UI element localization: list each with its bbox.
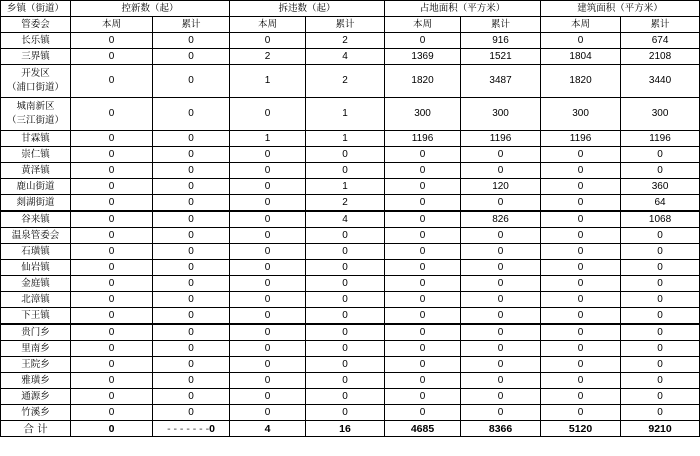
group-header-demolition: 拆违数（起） bbox=[230, 1, 385, 17]
row-label: 崇仁镇 bbox=[1, 147, 71, 163]
cell: 1196 bbox=[541, 131, 621, 147]
corner-header-bottom: 管委会 bbox=[1, 17, 71, 33]
cell: 0 bbox=[541, 33, 621, 49]
table-row bbox=[1, 163, 700, 179]
cell: 0 bbox=[71, 308, 153, 325]
dotted-leader: - - - - - - - bbox=[167, 422, 210, 435]
cell: 0 bbox=[230, 373, 306, 389]
cell: 0 bbox=[153, 373, 230, 389]
row-label: 谷来镇 bbox=[1, 211, 71, 228]
cell: 0 bbox=[541, 357, 621, 373]
cell: 0 bbox=[71, 65, 153, 98]
cell: 0 bbox=[541, 292, 621, 308]
table-row bbox=[1, 65, 700, 98]
cell: 1196 bbox=[621, 131, 700, 147]
cell: 0 bbox=[71, 357, 153, 373]
cell: 0 bbox=[306, 163, 385, 179]
table-row bbox=[1, 389, 700, 405]
cell: 0 bbox=[385, 389, 461, 405]
cell: 0 bbox=[230, 147, 306, 163]
cell: 0 bbox=[71, 98, 153, 131]
cell: 0 bbox=[306, 373, 385, 389]
cell: 0 bbox=[385, 308, 461, 325]
cell: 0 bbox=[621, 292, 700, 308]
cell: 0 bbox=[153, 65, 230, 98]
cell: 0 bbox=[71, 341, 153, 357]
sub-header: 累计 bbox=[153, 17, 230, 33]
row-label-line2: （浦口街道） bbox=[6, 82, 64, 93]
header-row-groups bbox=[1, 1, 700, 17]
cell: 2 bbox=[306, 65, 385, 98]
table-row bbox=[1, 33, 700, 49]
row-label: 石璜镇 bbox=[1, 244, 71, 260]
cell: 0 bbox=[153, 292, 230, 308]
table-row bbox=[1, 373, 700, 389]
cell: 0 bbox=[153, 211, 230, 228]
cell: 0 bbox=[461, 195, 541, 212]
cell: 1820 bbox=[385, 65, 461, 98]
cell: 0 bbox=[71, 260, 153, 276]
cell: 3440 bbox=[621, 65, 700, 98]
cell: 300 bbox=[461, 98, 541, 131]
total-cell: 0 bbox=[71, 421, 153, 437]
cell: 1 bbox=[306, 131, 385, 147]
cell: 0 bbox=[621, 373, 700, 389]
cell: 0 bbox=[461, 147, 541, 163]
cell: 0 bbox=[71, 131, 153, 147]
cell: 0 bbox=[230, 179, 306, 195]
table-row bbox=[1, 405, 700, 421]
cell: 0 bbox=[461, 341, 541, 357]
cell: 1 bbox=[230, 65, 306, 98]
cell: 0 bbox=[306, 147, 385, 163]
cell: 0 bbox=[71, 276, 153, 292]
cell: 0 bbox=[621, 308, 700, 325]
header-row-sub bbox=[1, 17, 700, 33]
cell: 0 bbox=[153, 276, 230, 292]
cell: 0 bbox=[71, 228, 153, 244]
cell: 0 bbox=[541, 373, 621, 389]
cell: 0 bbox=[153, 308, 230, 325]
cell: 2108 bbox=[621, 49, 700, 65]
total-cell bbox=[153, 421, 230, 437]
cell: 0 bbox=[385, 292, 461, 308]
cell: 0 bbox=[541, 260, 621, 276]
cell: 916 bbox=[461, 33, 541, 49]
cell: 0 bbox=[71, 405, 153, 421]
cell: 0 bbox=[621, 147, 700, 163]
table-row bbox=[1, 308, 700, 325]
cell: 0 bbox=[461, 228, 541, 244]
row-label: 竹溪乡 bbox=[1, 405, 71, 421]
total-row bbox=[1, 421, 700, 437]
cell: 0 bbox=[461, 163, 541, 179]
cell: 0 bbox=[306, 405, 385, 421]
row-label: 下王镇 bbox=[1, 308, 71, 325]
cell: 0 bbox=[541, 147, 621, 163]
total-cell: 4 bbox=[230, 421, 306, 437]
cell: 4 bbox=[306, 211, 385, 228]
cell: 0 bbox=[306, 341, 385, 357]
sub-header: 本周 bbox=[230, 17, 306, 33]
table-row bbox=[1, 292, 700, 308]
row-label: 仙岩镇 bbox=[1, 260, 71, 276]
cell: 2 bbox=[306, 195, 385, 212]
cell: 0 bbox=[541, 324, 621, 341]
table-row bbox=[1, 276, 700, 292]
cell: 64 bbox=[621, 195, 700, 212]
cell: 0 bbox=[230, 33, 306, 49]
cell: 0 bbox=[153, 389, 230, 405]
total-cell: 8366 bbox=[461, 421, 541, 437]
cell: 0 bbox=[621, 324, 700, 341]
group-header-control: 控新数（起） bbox=[71, 1, 230, 17]
cell: 0 bbox=[541, 163, 621, 179]
cell: 1196 bbox=[385, 131, 461, 147]
cell: 0 bbox=[461, 308, 541, 325]
cell: 0 bbox=[461, 260, 541, 276]
row-label: 三界镇 bbox=[1, 49, 71, 65]
cell: 0 bbox=[153, 244, 230, 260]
table-row bbox=[1, 244, 700, 260]
cell: 300 bbox=[621, 98, 700, 131]
row-label: 金庭镇 bbox=[1, 276, 71, 292]
cell: 0 bbox=[541, 179, 621, 195]
cell: 0 bbox=[230, 389, 306, 405]
cell: 0 bbox=[306, 244, 385, 260]
cell: 0 bbox=[385, 195, 461, 212]
cell: 0 bbox=[230, 244, 306, 260]
cell: 0 bbox=[71, 179, 153, 195]
cell: 0 bbox=[153, 228, 230, 244]
row-label: 雅璜乡 bbox=[1, 373, 71, 389]
table-row bbox=[1, 98, 700, 131]
cell: 0 bbox=[461, 357, 541, 373]
row-label: 温泉管委会 bbox=[1, 228, 71, 244]
cell: 0 bbox=[153, 341, 230, 357]
cell: 0 bbox=[71, 33, 153, 49]
cell: 120 bbox=[461, 179, 541, 195]
cell: 2 bbox=[230, 49, 306, 65]
cell: 300 bbox=[385, 98, 461, 131]
cell: 0 bbox=[541, 211, 621, 228]
table-row bbox=[1, 195, 700, 212]
cell: 0 bbox=[230, 276, 306, 292]
table-row bbox=[1, 211, 700, 228]
cell: 0 bbox=[541, 389, 621, 405]
cell: 0 bbox=[71, 244, 153, 260]
cell: 0 bbox=[71, 324, 153, 341]
cell: 0 bbox=[385, 373, 461, 389]
table-row bbox=[1, 131, 700, 147]
table-row bbox=[1, 260, 700, 276]
row-label bbox=[1, 98, 71, 131]
row-label: 王院乡 bbox=[1, 357, 71, 373]
cell: 0 bbox=[230, 357, 306, 373]
row-label bbox=[1, 65, 71, 98]
cell: 0 bbox=[153, 357, 230, 373]
cell: 0 bbox=[306, 389, 385, 405]
total-cell: 4685 bbox=[385, 421, 461, 437]
row-label: 剡湖街道 bbox=[1, 195, 71, 212]
cell: 0 bbox=[621, 228, 700, 244]
cell: 0 bbox=[621, 260, 700, 276]
sub-header: 本周 bbox=[385, 17, 461, 33]
cell: 0 bbox=[153, 324, 230, 341]
cell: 0 bbox=[153, 405, 230, 421]
sub-header: 本周 bbox=[71, 17, 153, 33]
cell: 0 bbox=[621, 405, 700, 421]
cell: 0 bbox=[385, 276, 461, 292]
total-cell: 16 bbox=[306, 421, 385, 437]
cell: 0 bbox=[541, 308, 621, 325]
cell: 0 bbox=[385, 33, 461, 49]
cell: 0 bbox=[541, 244, 621, 260]
cell: 0 bbox=[621, 341, 700, 357]
row-label: 北漳镇 bbox=[1, 292, 71, 308]
row-label: 鹿山街道 bbox=[1, 179, 71, 195]
cell: 0 bbox=[153, 147, 230, 163]
table-body bbox=[1, 1, 700, 437]
table-row bbox=[1, 179, 700, 195]
cell: 0 bbox=[153, 131, 230, 147]
cell: 0 bbox=[306, 308, 385, 325]
table-row bbox=[1, 357, 700, 373]
cell: 0 bbox=[71, 195, 153, 212]
cell: 0 bbox=[541, 341, 621, 357]
cell: 0 bbox=[153, 33, 230, 49]
cell: 0 bbox=[153, 98, 230, 131]
cell: 0 bbox=[230, 195, 306, 212]
cell: 0 bbox=[621, 389, 700, 405]
cell: 0 bbox=[385, 405, 461, 421]
cell: 0 bbox=[230, 405, 306, 421]
cell: 0 bbox=[385, 147, 461, 163]
cell: 0 bbox=[71, 211, 153, 228]
cell: 0 bbox=[230, 228, 306, 244]
cell: 0 bbox=[306, 260, 385, 276]
sub-header: 本周 bbox=[541, 17, 621, 33]
cell: 0 bbox=[541, 405, 621, 421]
cell: 0 bbox=[230, 163, 306, 179]
cell: 0 bbox=[461, 244, 541, 260]
table-row bbox=[1, 341, 700, 357]
cell: 0 bbox=[230, 341, 306, 357]
table-row bbox=[1, 324, 700, 341]
cell: 0 bbox=[385, 163, 461, 179]
cell: 0 bbox=[153, 179, 230, 195]
cell: 3487 bbox=[461, 65, 541, 98]
row-label-line1: 开发区 bbox=[21, 68, 50, 79]
cell: 4 bbox=[306, 49, 385, 65]
cell: 1196 bbox=[461, 131, 541, 147]
cell: 0 bbox=[385, 324, 461, 341]
cell: 0 bbox=[71, 163, 153, 179]
cell: 300 bbox=[541, 98, 621, 131]
cell: 0 bbox=[461, 276, 541, 292]
cell: 1 bbox=[306, 98, 385, 131]
cell: 0 bbox=[71, 292, 153, 308]
cell: 0 bbox=[230, 211, 306, 228]
cell: 826 bbox=[461, 211, 541, 228]
cell: 0 bbox=[230, 292, 306, 308]
total-label: 合 计 bbox=[1, 421, 71, 437]
cell: 1 bbox=[230, 131, 306, 147]
cell: 0 bbox=[461, 373, 541, 389]
cell: 674 bbox=[621, 33, 700, 49]
cell: 1068 bbox=[621, 211, 700, 228]
cell: 0 bbox=[306, 228, 385, 244]
cell: 0 bbox=[385, 179, 461, 195]
cell: 0 bbox=[385, 211, 461, 228]
table-row bbox=[1, 147, 700, 163]
cell: 0 bbox=[71, 389, 153, 405]
cell: 0 bbox=[385, 260, 461, 276]
row-label: 通源乡 bbox=[1, 389, 71, 405]
group-header-land-area: 占地面积（平方米） bbox=[385, 1, 541, 17]
corner-header-top: 乡镇（街道） bbox=[1, 1, 71, 17]
cell: 0 bbox=[230, 324, 306, 341]
cell: 0 bbox=[621, 244, 700, 260]
cell: 0 bbox=[461, 389, 541, 405]
cell: 0 bbox=[621, 357, 700, 373]
row-label-line1: 城南新区 bbox=[16, 101, 55, 112]
sub-header: 累计 bbox=[306, 17, 385, 33]
cell: 0 bbox=[385, 228, 461, 244]
cell: 0 bbox=[461, 324, 541, 341]
cell: 0 bbox=[306, 357, 385, 373]
cell: 0 bbox=[71, 373, 153, 389]
table-row bbox=[1, 49, 700, 65]
row-label: 甘霖镇 bbox=[1, 131, 71, 147]
cell: 0 bbox=[230, 308, 306, 325]
cell: 0 bbox=[385, 357, 461, 373]
cell: 0 bbox=[153, 195, 230, 212]
table-row bbox=[1, 228, 700, 244]
cell: 1820 bbox=[541, 65, 621, 98]
cell: 0 bbox=[71, 49, 153, 65]
cell: 0 bbox=[153, 163, 230, 179]
cell: 360 bbox=[621, 179, 700, 195]
total-cell: 9210 bbox=[621, 421, 700, 437]
cell: 0 bbox=[306, 276, 385, 292]
cell: 0 bbox=[541, 228, 621, 244]
row-label: 长乐镇 bbox=[1, 33, 71, 49]
cell: 0 bbox=[541, 195, 621, 212]
cell: 0 bbox=[230, 98, 306, 131]
cell: 0 bbox=[385, 244, 461, 260]
cell: 0 bbox=[71, 147, 153, 163]
cell: 1804 bbox=[541, 49, 621, 65]
cell: 0 bbox=[621, 163, 700, 179]
cell: 0 bbox=[306, 292, 385, 308]
cell: 1369 bbox=[385, 49, 461, 65]
cell: 0 bbox=[306, 324, 385, 341]
group-header-building-area: 建筑面积（平方米） bbox=[541, 1, 700, 17]
cell: 0 bbox=[461, 405, 541, 421]
sub-header: 累计 bbox=[461, 17, 541, 33]
cell: 0 bbox=[153, 49, 230, 65]
cell: 0 bbox=[153, 260, 230, 276]
cell: 2 bbox=[306, 33, 385, 49]
cell: 0 bbox=[385, 341, 461, 357]
row-label: 里南乡 bbox=[1, 341, 71, 357]
cell: 0 bbox=[461, 292, 541, 308]
sub-header: 累计 bbox=[621, 17, 700, 33]
row-label: 黄泽镇 bbox=[1, 163, 71, 179]
cell: 1521 bbox=[461, 49, 541, 65]
cell: 0 bbox=[230, 260, 306, 276]
row-label-line2: （三江街道） bbox=[6, 115, 64, 126]
total-cell-value: 0 bbox=[209, 422, 215, 435]
cell: 0 bbox=[621, 276, 700, 292]
cell: 1 bbox=[306, 179, 385, 195]
total-cell: 5120 bbox=[541, 421, 621, 437]
cell: 0 bbox=[541, 276, 621, 292]
row-label: 贵门乡 bbox=[1, 324, 71, 341]
